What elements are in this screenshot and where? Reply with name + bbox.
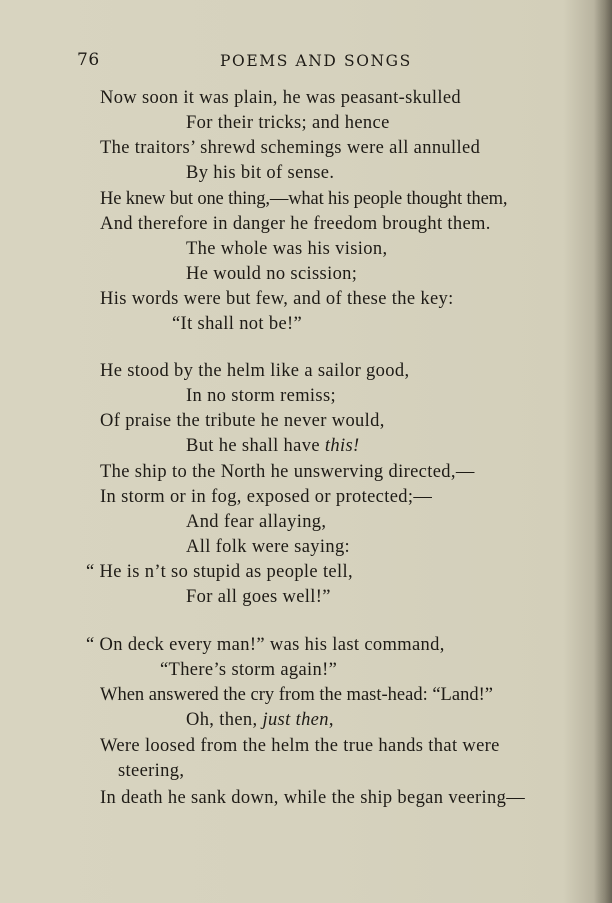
page-edge-shadow (594, 0, 612, 903)
poem-line: In no storm remiss; (186, 386, 337, 406)
poem-line: The ship to the North he unswerving directed,— (100, 462, 475, 482)
poem-line: For all goes well!” (186, 587, 331, 607)
page-number: 76 (77, 50, 100, 70)
poem-line: “ He is n’t so stupid as people tell, (86, 562, 353, 582)
poem-line: And therefore in danger he freedom brought them. (100, 214, 491, 234)
poem-line: The traitors’ shrewd schemings were all annulled (100, 138, 481, 158)
poem-line-text: Oh, then, (186, 710, 263, 730)
poem-line: Were loosed from the helm the true hands that were (100, 736, 500, 756)
poem-line: He stood by the helm like a sailor good, (100, 361, 410, 381)
poem-line: In storm or in fog, exposed or protected;— (100, 487, 433, 507)
poem-line: He would no scission; (186, 264, 358, 284)
emphasis-text: just then (262, 710, 329, 730)
poem-line: He knew but one thing,—what his people thought them, (100, 189, 508, 209)
poem-line: By his bit of sense. (186, 163, 335, 183)
poem-line: When answered the cry from the mast-head: “Land!” (100, 685, 493, 705)
poem-line: Now soon it was plain, he was peasant-skulled (100, 88, 462, 108)
poem-line: Of praise the tribute he never would, (100, 411, 385, 431)
poem-line: “It shall not be!” (172, 314, 303, 334)
poem-line (186, 708, 334, 732)
poem-line: “There’s storm again!” (160, 660, 338, 680)
poem-line: His words were but few, and of these the key: (100, 289, 454, 309)
poem-line: “ On deck every man!” was his last command, (86, 635, 445, 655)
emphasis-text: this! (324, 436, 360, 456)
poem-line: All folk were saying: (186, 537, 351, 557)
poem-line: The whole was his vision, (186, 239, 388, 259)
poem-line: In death he sank down, while the ship began veering— (100, 788, 526, 808)
running-title: POEMS AND SONGS (220, 52, 412, 70)
poem-line: For their tricks; and hence (186, 113, 390, 133)
poem-line (186, 434, 360, 458)
poem-line: And fear allaying, (186, 512, 327, 532)
poem-line: steering, (118, 761, 185, 781)
poem-line-text: But he shall have (186, 436, 325, 456)
poem-line-punctuation: , (328, 710, 334, 730)
page-header (0, 50, 612, 76)
